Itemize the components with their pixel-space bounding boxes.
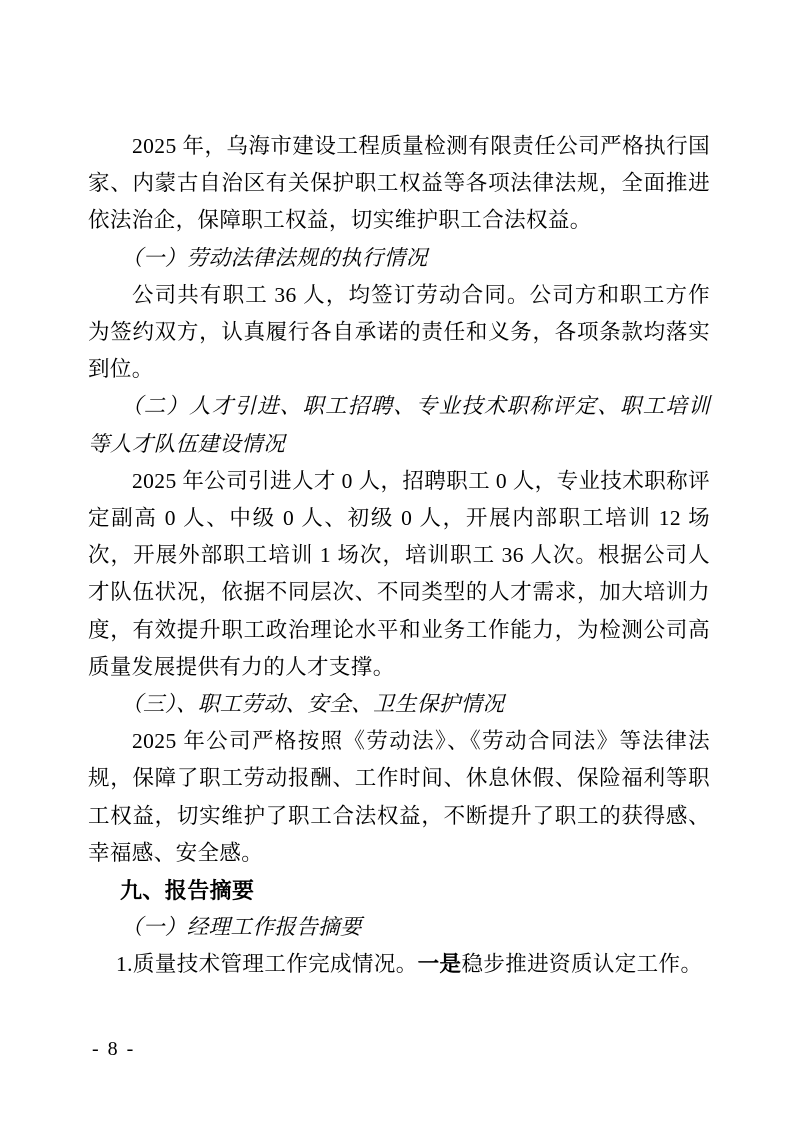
page-number: - 8 -	[92, 1038, 136, 1060]
numbered-item-prefix: 1.质量技术管理工作完成情况。	[116, 952, 418, 977]
numbered-item-bold-run: 一是	[417, 952, 462, 977]
numbered-item-suffix: 稳步推进资质认定工作。	[461, 952, 703, 977]
section-heading-report-summary: 九、报告摘要	[120, 878, 255, 904]
paragraph-labor-rights-protection: 2025 年公司严格按照《劳动法》、《劳动合同法》等法律法规，保障了职工劳动报酬、工作时间、休息休假、保险福利等职工权益，切实维护了职工合法权益，不断提升了职工的获得感、幸福感、安全感。	[88, 729, 710, 865]
subheading-labor-safety-health: （三）、职工劳动、安全、卫生保护情况	[121, 692, 505, 717]
subheading-talent-team-building: （二）人才引进、职工招聘、专业技术职称评定、职工培训等人才队伍建设情况	[88, 394, 710, 456]
paragraph-legal-compliance-intro: 2025 年，乌海市建设工程质量检测有限责任公司严格执行国家、内蒙古自治区有关保护职工权益等各项法律法规，全面推进依法治企，保障职工权益，切实维护职工合法权益。	[88, 134, 710, 233]
paragraph-talent-statistics: 2025 年公司引进人才 0 人，招聘职工 0 人，专业技术职称评定副高 0 人、中级 0 人、初级 0 人，开展内部职工培训 12 场次，开展外部职工培训 1 场次，培训职工 36 人次。根据公司人才队伍状况，依据不同层次、不同类型的人才需求，加大培训力度，有效提升职工政治理论水平和业务工作能力，为检测公司高质量发展提供有力的人才支撑。	[88, 468, 710, 679]
subheading-labor-law-execution: （一）劳动法律法规的执行情况	[121, 245, 428, 270]
subheading-manager-report-summary: （一）经理工作报告摘要	[121, 915, 362, 940]
paragraph-quality-management-item	[88, 946, 710, 983]
paragraph-labor-contracts: 公司共有职工 36 人，均签订劳动合同。公司方和职工方作为签约双方，认真履行各自承诺的责任和义务，各项条款均落实到位。	[88, 282, 710, 382]
document-body	[88, 128, 710, 984]
